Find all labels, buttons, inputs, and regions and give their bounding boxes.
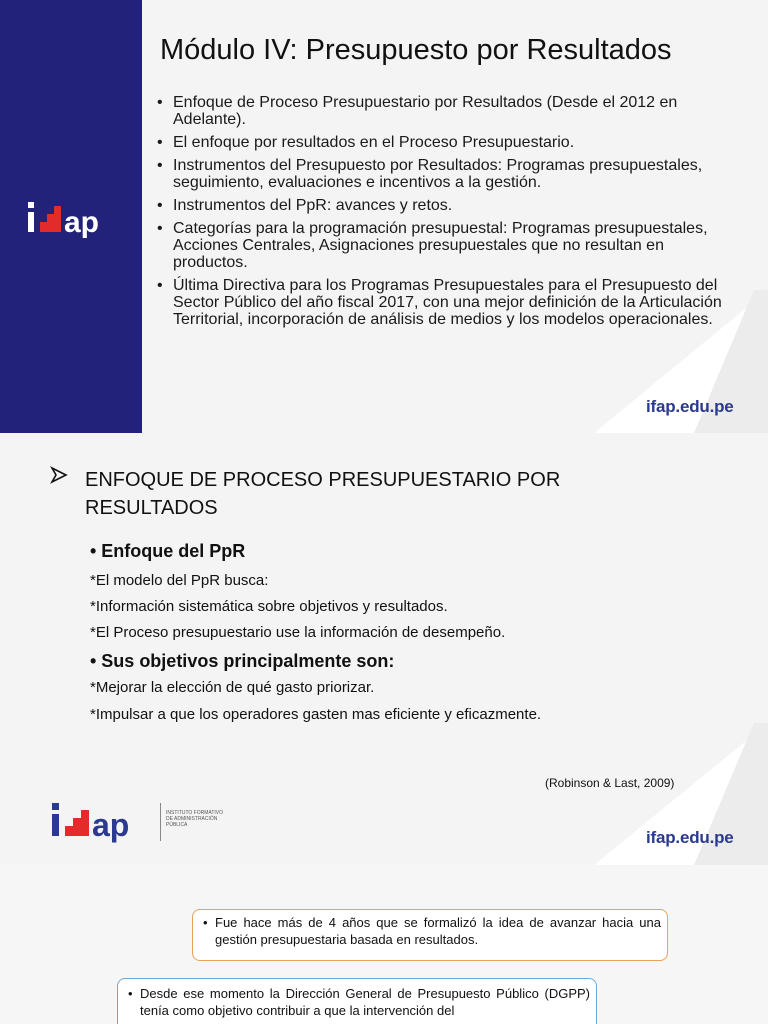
logo-caption: INSTITUTO FORMATIVO DE ADMINISTRACIÓN PÚBLICA xyxy=(166,810,224,828)
site-url[interactable]: ifap.edu.pe xyxy=(646,397,734,416)
svg-text:ap: ap xyxy=(92,807,130,843)
body-line: *Impulsar a que los operadores gasten mas eficiente y eficazmente. xyxy=(90,706,542,723)
subheading-enfoque: • Enfoque del PpR xyxy=(90,541,246,561)
topic-item: • El enfoque por resultados en el Proceso Presupuestario. xyxy=(155,134,735,151)
body-line: *Información sistemática sobre objetivos y resultados. xyxy=(90,598,448,615)
topic-item: • Instrumentos del PpR: avances y retos. xyxy=(155,197,735,214)
side-panel xyxy=(0,0,142,433)
callout-text: • Desde ese momento la Dirección General de Presupuesto Público (DGPP) tenía como objetivo contribuir a que la intervención del xyxy=(126,985,590,1019)
subheading-objetivos: • Sus objetivos principalmente son: xyxy=(90,651,395,671)
body-line: *Mejorar la elección de qué gasto priorizar. xyxy=(90,679,375,696)
logo-divider xyxy=(160,803,161,841)
slide-3 xyxy=(0,865,768,1024)
callout-box xyxy=(117,978,597,1024)
arrow-bullet-icon xyxy=(50,466,68,484)
topic-item: • Categorías para la programación presupuestal: Programas presupuestales, Acciones Centrales, Asignaciones presupuestales que no resultan en productos. xyxy=(155,220,735,271)
slide-1 xyxy=(0,0,768,433)
svg-text:ap: ap xyxy=(64,206,100,239)
ifap-logo-color xyxy=(48,798,158,844)
slide-title: Módulo IV: Presupuesto por Resultados xyxy=(160,34,672,66)
body-line: *El Proceso presupuestario use la información de desempeño. xyxy=(90,624,506,641)
callout-box xyxy=(192,909,668,961)
citation: (Robinson & Last, 2009) xyxy=(545,776,675,790)
slide-2 xyxy=(0,433,768,865)
body-line: *El modelo del PpR busca: xyxy=(90,572,269,589)
topic-item: • Instrumentos del Presupuesto por Resultados: Programas presupuestales, seguimiento, evaluaciones e incentivos a la gestión. xyxy=(155,157,735,191)
site-url[interactable]: ifap.edu.pe xyxy=(646,828,734,847)
topic-item: • Enfoque de Proceso Presupuestario por Resultados (Desde el 2012 en Adelante). xyxy=(155,94,735,128)
ifap-logo-white xyxy=(24,194,124,240)
section-heading: ENFOQUE DE PROCESO PRESUPUESTARIO POR RESULTADOS xyxy=(85,469,561,519)
topic-item: • Última Directiva para los Programas Presupuestales para el Presupuesto del Sector Público del año fiscal 2017, con una mejor definición de la Articulación Territorial, incorporación de análisis de medios y los modelos operacionales. xyxy=(155,277,735,328)
callout-text: • Fue hace más de 4 años que se formalizó la idea de avanzar hacia una gestión presupuestaria basada en resultados. xyxy=(201,914,661,948)
